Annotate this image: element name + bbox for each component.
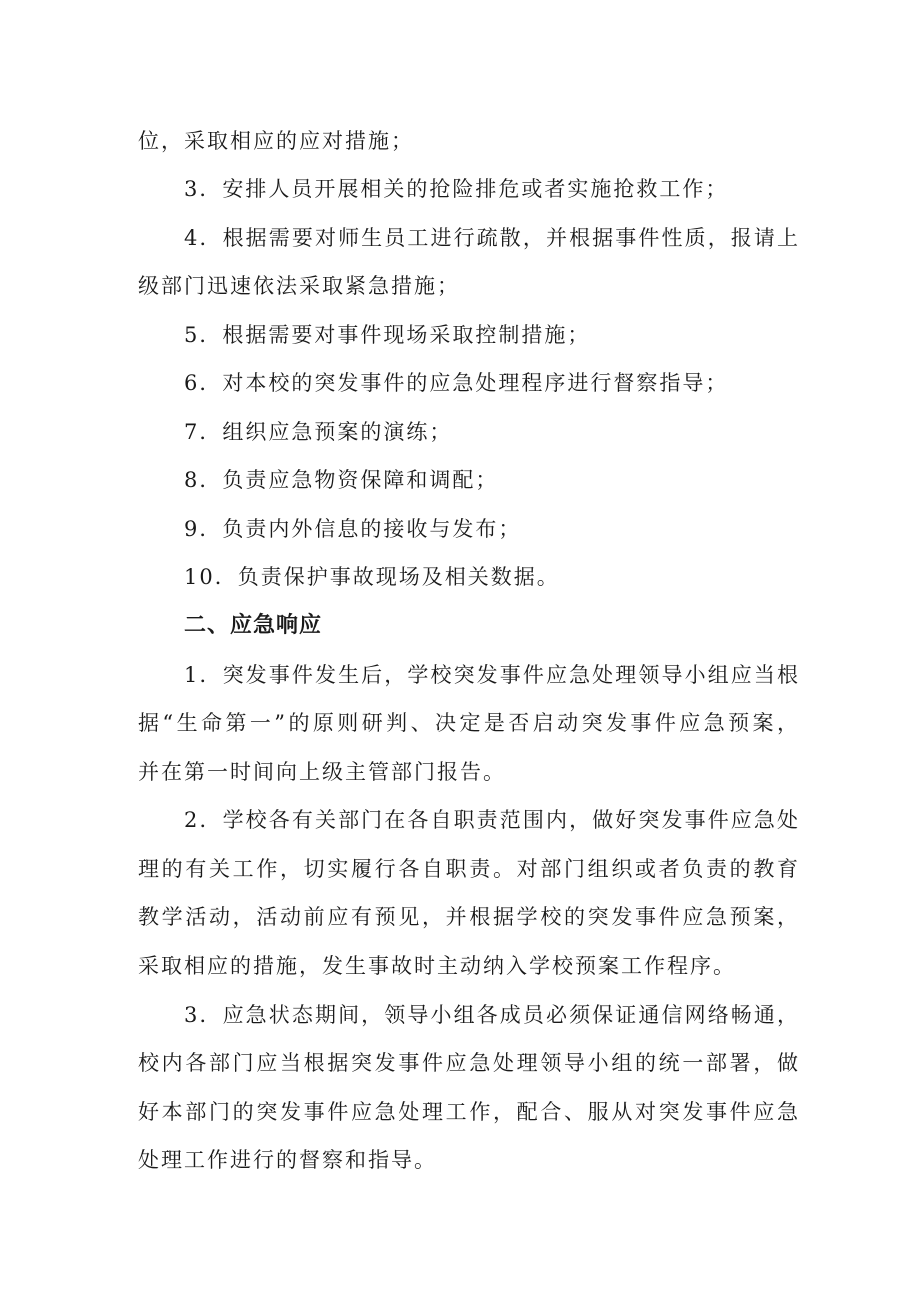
list-item: 10．负责保护事故现场及相关数据。 [184, 565, 560, 589]
list-item: 4．根据需要对师生员工进行疏散，并根据事件性质，报请上 [184, 226, 798, 250]
paragraph-line: 2．学校各有关部门在各自职责范围内，做好突发事件应急处 [184, 808, 798, 832]
list-item: 8．负责应急物资保障和调配； [184, 468, 499, 492]
paragraph-line: 理的有关工作，切实履行各自职责。对部门组织或者负责的教育 [138, 857, 798, 881]
paragraph-line: 校内各部门应当根据突发事件应急处理领导小组的统一部署，做 [138, 1051, 798, 1075]
paragraph-line: 处理工作进行的督察和指导。 [138, 1148, 437, 1172]
text-line: 位，采取相应的应对措施； [138, 129, 414, 153]
list-item: 7．组织应急预案的演练； [184, 420, 453, 444]
paragraph-line: 教学活动，活动前应有预见，并根据学校的突发事件应急预案， [138, 905, 798, 929]
list-item: 9．负责内外信息的接收与发布； [184, 517, 522, 541]
text-line: 级部门迅速依法采取紧急措施； [138, 274, 460, 298]
paragraph-line: 好本部门的突发事件应急处理工作，配合、服从对突发事件应急 [138, 1100, 798, 1124]
paragraph-line: 1．突发事件发生后，学校突发事件应急处理领导小组应当根 [184, 663, 798, 687]
list-item: 6．对本校的突发事件的应急处理程序进行督察指导； [184, 371, 729, 395]
list-item: 5．根据需要对事件现场采取控制措施； [184, 323, 591, 347]
paragraph-line: 并在第一时间向上级主管部门报告。 [138, 760, 506, 784]
paragraph-line: 3．应急状态期间，领导小组各成员必须保证通信网络畅通， [184, 1003, 798, 1027]
section-heading: 二、应急响应 [184, 613, 323, 638]
paragraph-line: 据“生命第一”的原则研判、决定是否启动突发事件应急预案， [138, 711, 798, 735]
list-item: 3．安排人员开展相关的抢险排危或者实施抢救工作； [184, 177, 729, 201]
paragraph-line: 采取相应的措施，发生事故时主动纳入学校预案工作程序。 [138, 954, 736, 978]
